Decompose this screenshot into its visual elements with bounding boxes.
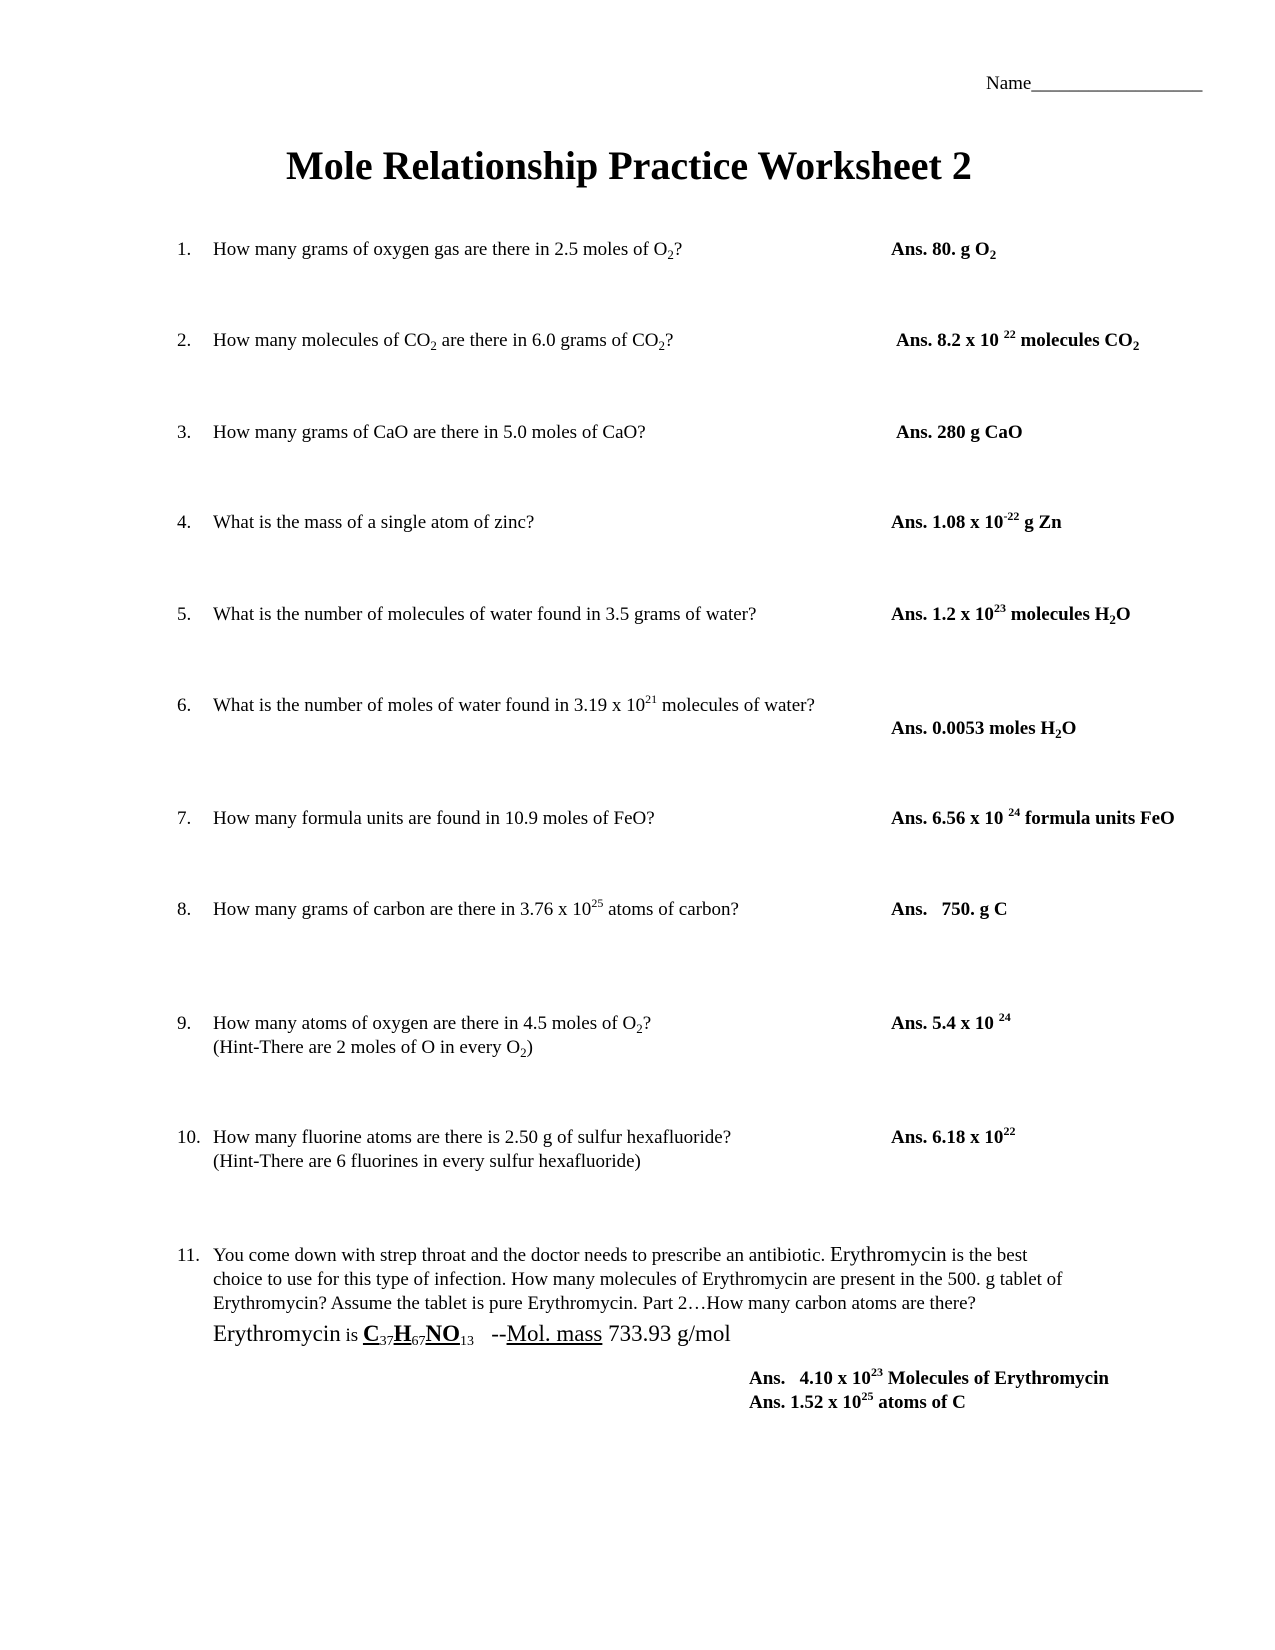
question-number: 10. (177, 1127, 201, 1148)
answer-11: Ans. 4.10 x $10^{23}$ Molecules of Erythromycin Ans. 1.52 x $10^{25}$ atoms of C (749, 1365, 1109, 1413)
question-6: 6. What is the number of moles of water found in 3.19 x $10^{21}$ molecules of water? (177, 692, 815, 716)
question-number: 4. (177, 512, 192, 533)
question-9: 9. How many atoms of oxygen are there in 4.5 moles of $O_2$? (Hint-There are 2 moles of O in every $O_2$) (177, 1013, 652, 1060)
answer-8: Ans. 750. g C (891, 899, 1008, 920)
name-blank: __________________ (1031, 73, 1203, 94)
question-number: 8. (177, 899, 192, 920)
question-number: 11. (177, 1245, 201, 1266)
answer-1: Ans. 80. g $O_2$ (891, 239, 997, 262)
name-label: Name (986, 73, 1032, 94)
question-10: 10. How many fluorine atoms are there is 2.50 g of sulfur hexafluoride? (Hint-There are 6 fluorines in every sulfur hexafluoride) (177, 1127, 732, 1172)
answer-5: Ans. 1.2 x $10^{23}$ molecules $H_2O$ (891, 601, 1131, 627)
question-number: 2. (177, 330, 192, 351)
question-number: 7. (177, 808, 192, 829)
question-3: 3. How many grams of CaO are there in 5.0 moles of CaO? (177, 422, 646, 443)
question-4: 4. What is the mass of a single atom of zinc? (177, 512, 535, 533)
answer-3: Ans. 280 g CaO (896, 422, 1023, 443)
answer-9: Ans. 5.4 x 10 $^{24}$ (891, 1010, 1011, 1034)
question-7: 7. How many formula units are found in 10.9 moles of FeO? (177, 808, 655, 829)
answer-7: Ans. 6.56 x 10 $^{24}$ formula units FeO (891, 805, 1175, 829)
question-number: 5. (177, 604, 192, 625)
answer-2: Ans. 8.2 x 10 $^{22}$ molecules $CO_2$ (896, 327, 1140, 353)
question-1: 1. How many grams of oxygen gas are there in 2.5 moles of $O_2$? (177, 239, 683, 262)
question-number: 3. (177, 422, 192, 443)
question-11: 11. You come down with strep throat and the doctor needs to prescribe an antibiotic. Erythromycin is the best choice to use for this type of infection. How many molecules of Erythromycin are present in the 500. g tablet of Erythromycin? Assume the tablet is pure Erythromycin. Part 2…How many carbon atoms are there? Erythromycin is $C_{37}H_{67}NO_{13}$ --Mol. mass 733.93 g/mol (177, 1242, 1063, 1349)
answer-10: Ans. 6.18 x $10^{22}$ (891, 1124, 1016, 1148)
page-title: Mole Relationship Practice Worksheet 2 (286, 143, 972, 188)
answer-4: Ans. 1.08 x $10^{-22}$ g Zn (891, 509, 1062, 533)
answer-6: Ans. 0.0053 moles $H_2O$ (891, 718, 1077, 741)
question-8: 8. How many grams of carbon are there in 3.76 x $10^{25}$ atoms of carbon? (177, 896, 739, 920)
question-2: 2. How many molecules of $CO_2$ are there in 6.0 grams of $CO_2$? (177, 330, 674, 353)
question-number: 1. (177, 239, 192, 260)
hint: (Hint-There are 2 moles of O in every O (213, 1037, 521, 1058)
question-number: 6. (177, 695, 192, 716)
question-5: 5. What is the number of molecules of water found in 3.5 grams of water? (177, 604, 757, 625)
hint: (Hint-There are 6 fluorines in every sulfur hexafluoride) (213, 1151, 641, 1172)
question-number: 9. (177, 1013, 192, 1034)
name-field[interactable] (986, 72, 1202, 96)
formula-line: Erythromycin is $C_{37}H_{67}NO_{13}$ --Mol. mass 733.93 g/mol (213, 1321, 731, 1349)
